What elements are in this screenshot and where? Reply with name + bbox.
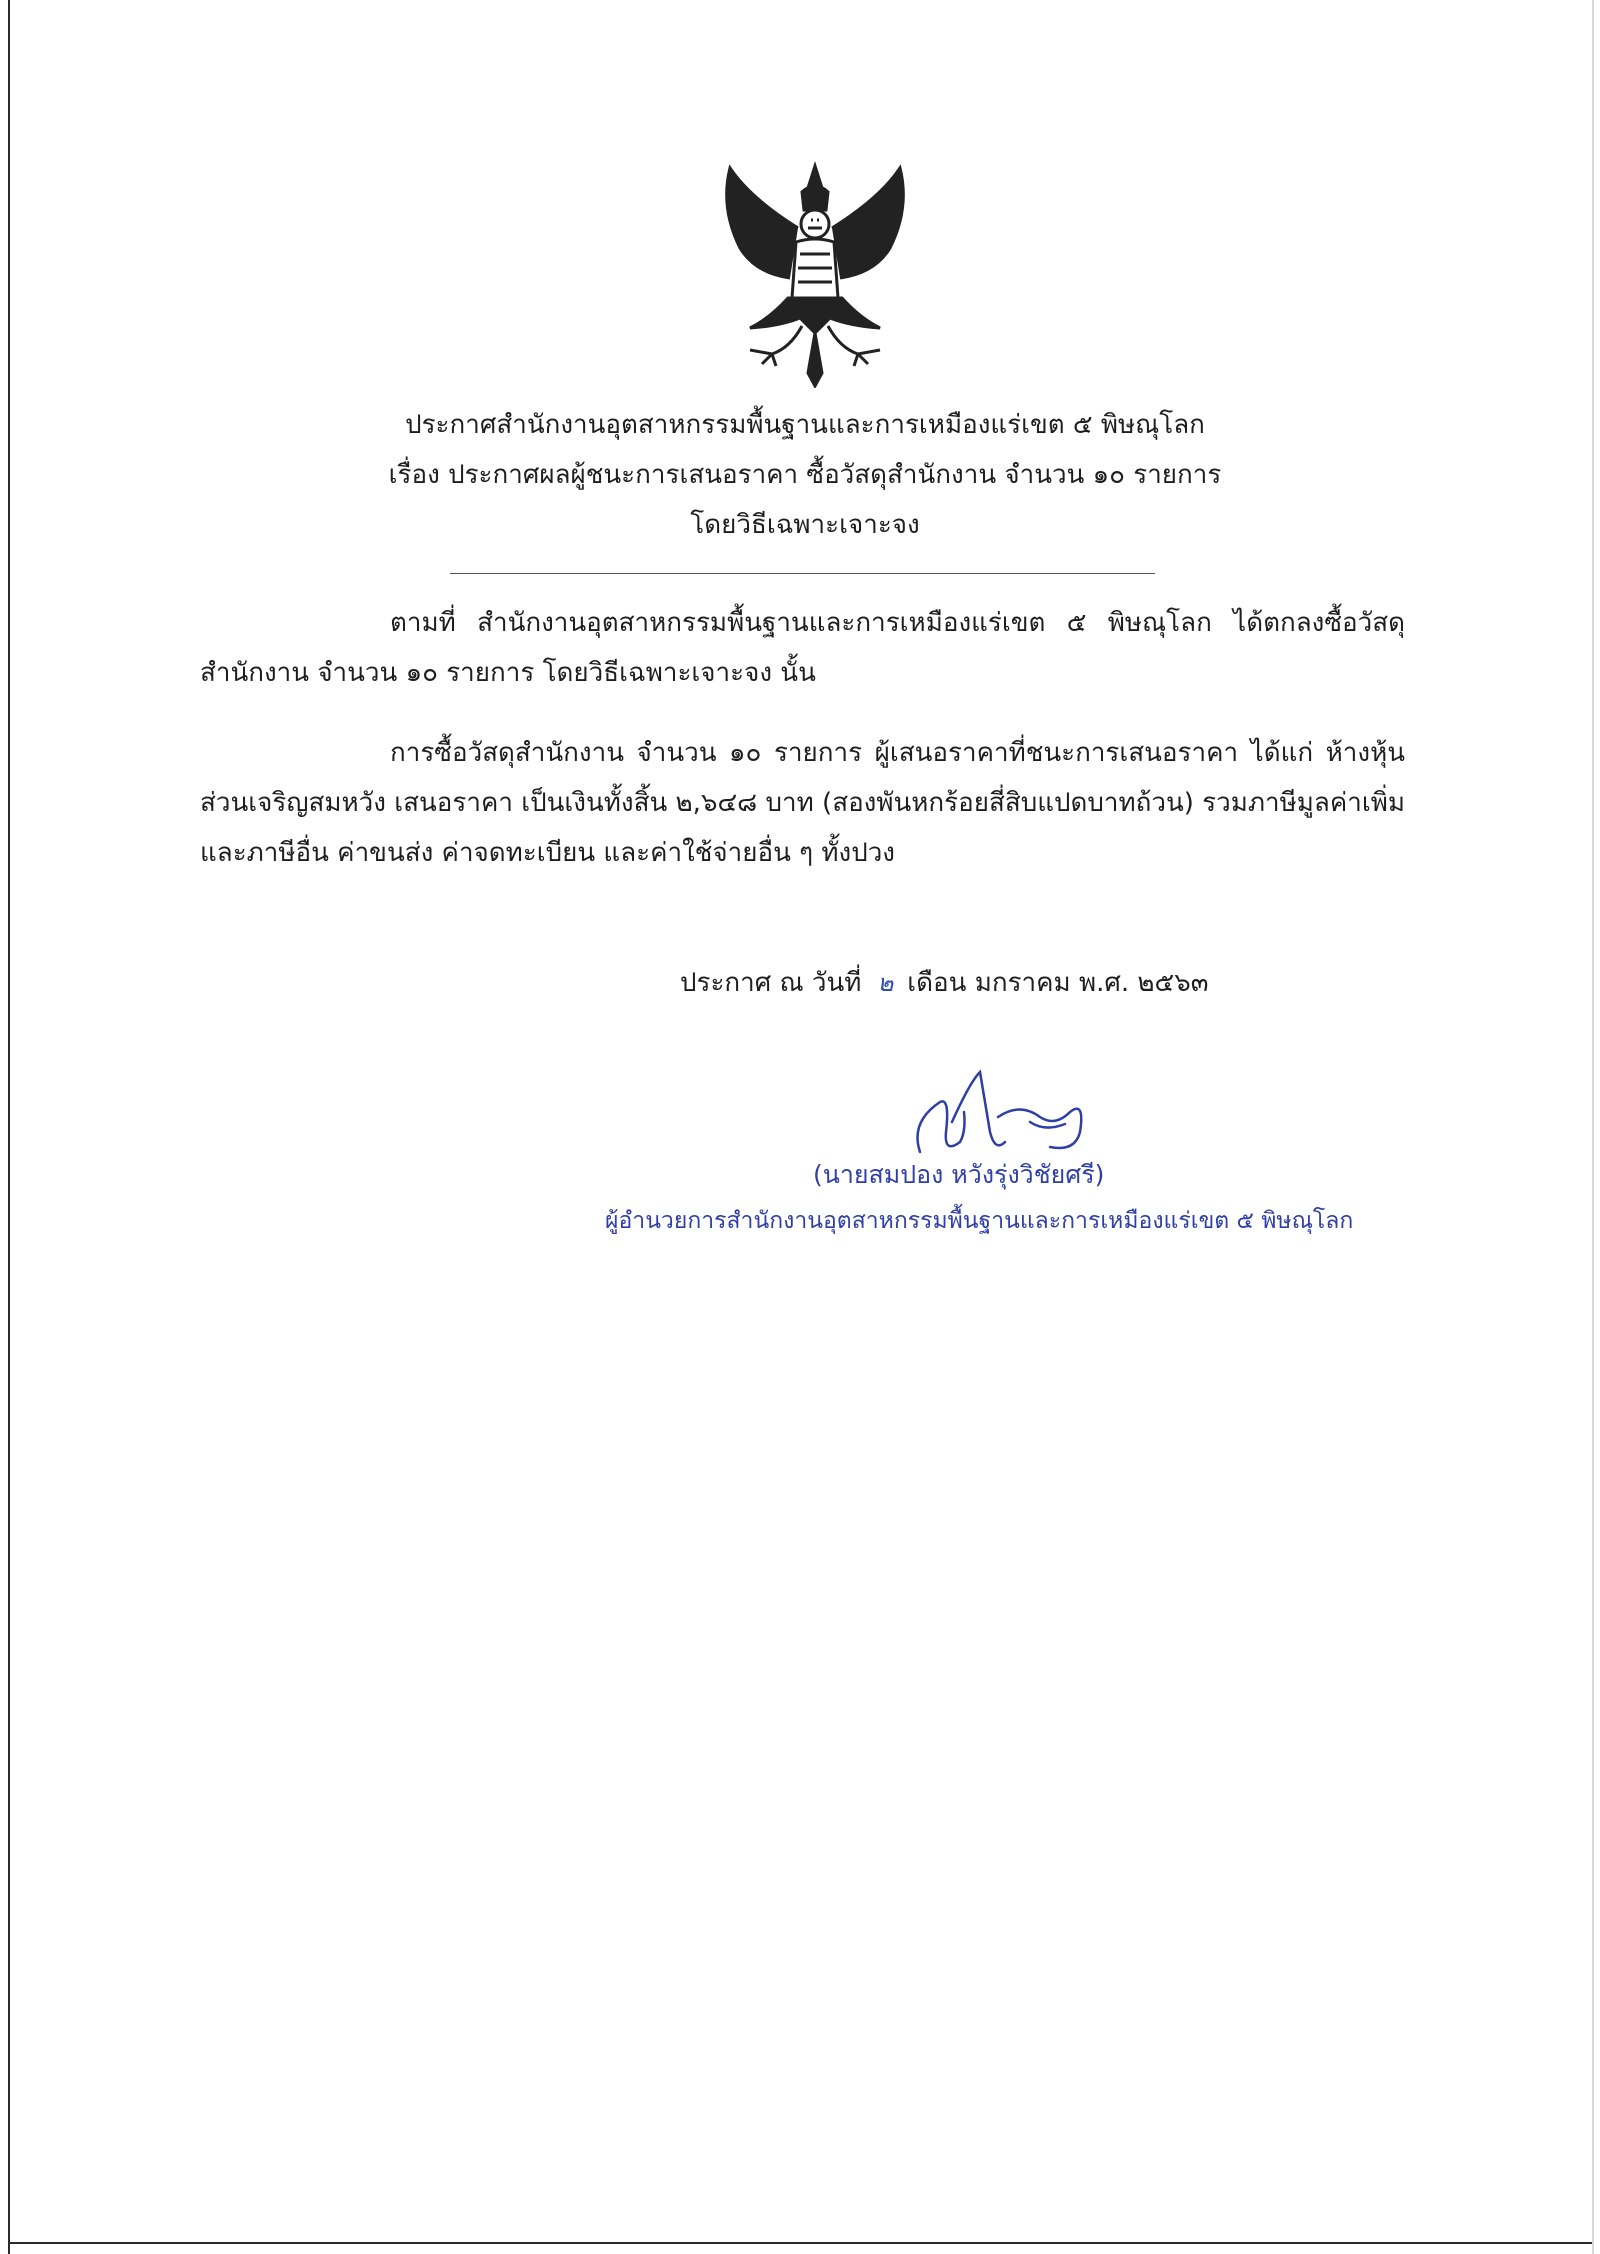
handwritten-signature bbox=[880, 1062, 1100, 1162]
paragraph-2-text: การซื้อวัสดุสำนักงาน จำนวน ๑๐ รายการ ผู้เสนอราคาที่ชนะการเสนอราคา ได้แก่ ห้างหุ้นส่วนเจริญสมหวัง เสนอราคา เป็นเงินทั้งสิ้น ๒,๖๔๘ บาท (สองพันหกร้อยสี่สิบแปดบาทถ้วน) รวมภาษีมูลค่าเพิ่มและภาษีอื่น ค่าขนส่ง ค่าจดทะเบียน และค่าใช้จ่ายอื่น ๆ ทั้งปวง bbox=[200, 738, 1405, 868]
page-border-bottom bbox=[8, 2242, 1592, 2244]
date-day-handwritten: ๒ bbox=[877, 969, 894, 997]
announcement-date bbox=[680, 958, 1218, 1008]
announcement-header bbox=[200, 400, 1410, 550]
signer-position: ผู้อำนวยการสำนักงานอุตสาหกรรมพื้นฐานและการเหมืองแร่เขต ๕ พิษณุโลก bbox=[605, 1208, 1354, 1234]
body-paragraph-1 bbox=[200, 598, 1405, 698]
paragraph-1-text: ตามที่ สำนักงานอุตสาหกรรมพื้นฐานและการเหมืองแร่เขต ๕ พิษณุโลก ได้ตกลงซื้อวัสดุสำนักงาน จำนวน ๑๐ รายการ โดยวิธีเฉพาะเจาะจง นั้น bbox=[200, 608, 1405, 688]
header-subject: เรื่อง ประกาศผลผู้ชนะการเสนอราคา ซื้อวัสดุสำนักงาน จำนวน ๑๐ รายการ bbox=[388, 460, 1222, 490]
header-method: โดยวิธีเฉพาะเจาะจง bbox=[690, 510, 920, 540]
header-title: ประกาศสำนักงานอุตสาหกรรมพื้นฐานและการเหมืองแร่เขต ๕ พิษณุโลก bbox=[405, 410, 1205, 440]
page-border-left bbox=[8, 0, 10, 2254]
date-prefix: ประกาศ ณ วันที่ bbox=[680, 968, 862, 998]
signer-name: (นายสมปอง หวังรุ่งวิชัยศรี) bbox=[813, 1160, 1105, 1189]
garuda-emblem-icon bbox=[710, 158, 920, 388]
page-border-right bbox=[1592, 0, 1594, 2254]
header-divider bbox=[450, 573, 1155, 574]
body-paragraph-2 bbox=[200, 728, 1405, 878]
date-month-year: เดือน มกราคม พ.ศ. ๒๕๖๓ bbox=[907, 968, 1209, 998]
